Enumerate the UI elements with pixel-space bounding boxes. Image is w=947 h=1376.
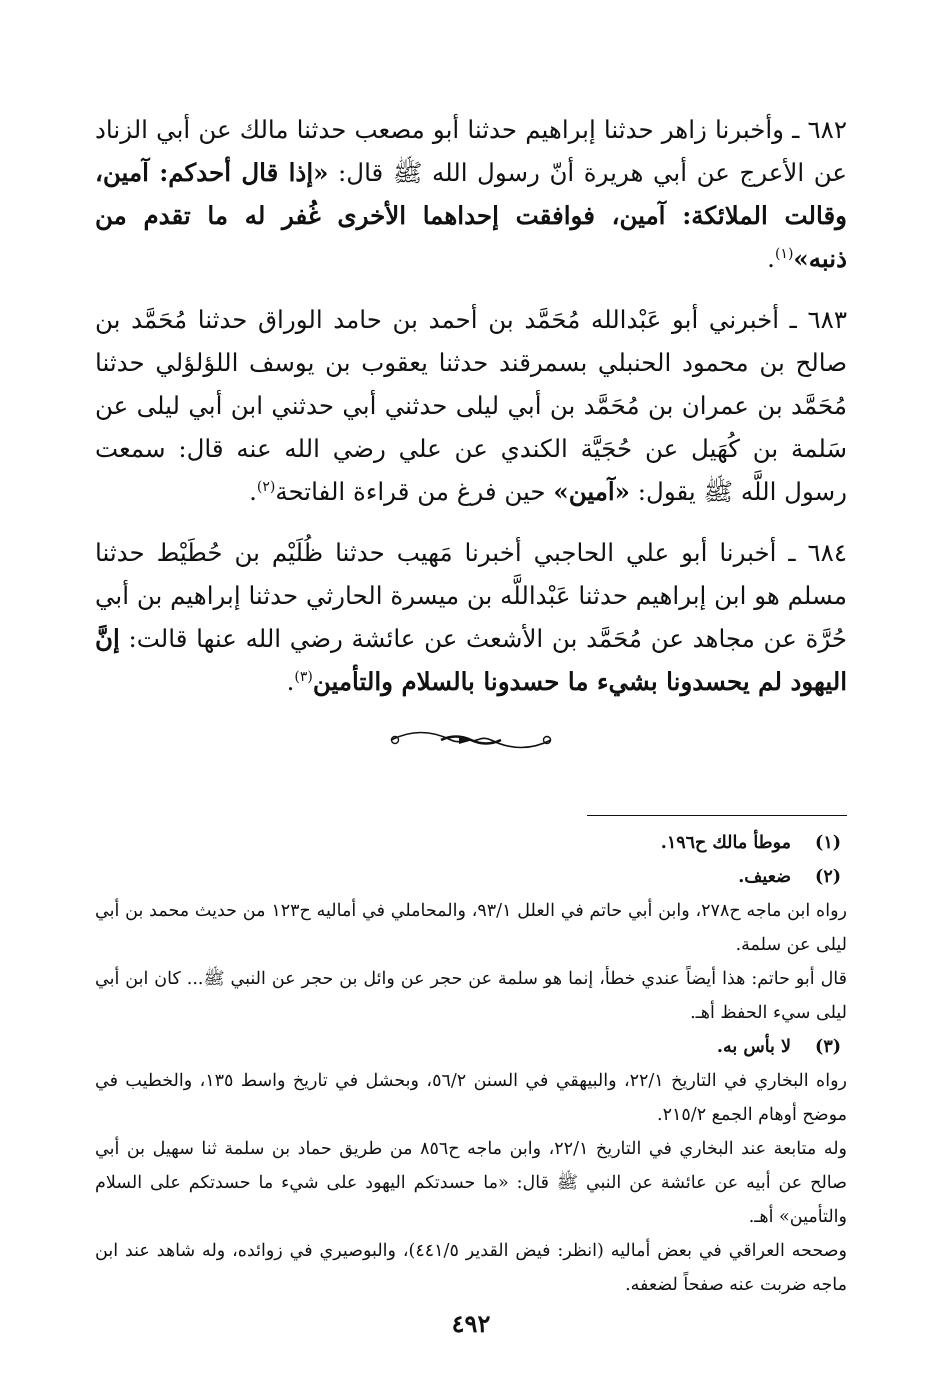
footnote-paragraph: رواه البخاري في التاريخ ٢٢/١، والبيهقي في السنن ٥٦/٢، وبحشل في تاريخ واسط ١٣٥، والخطيب في موضح أوهام الجمع ٢١٥/٢. [95,1071,847,1125]
footnote-paragraph: وصححه العراقي في بعض أماليه (انظر: فيض القدير ٤٤١/٥)، والبوصيري في زوائده، وله شاهد عند ابن ماجه ضربت عنه صفحاً لضعفه. [95,1241,847,1295]
footnote-paragraph: رواه ابن ماجه ح٢٧٨، وابن أبي حاتم في العلل ٩٣/١، والمحاملي في أماليه ح١٢٣ من حديث محمد بن أبي ليلى عن سلمة. [95,901,847,955]
footnote [95,860,847,1030]
hadith-text: حين فرغ من قراءة الفاتحة [275,477,554,506]
hadith-matn: «آمين» [553,477,630,506]
hadith-text: ـ وأخبرنا زاهر حدثنا إبراهيم حدثنا أبو مصعب حدثنا مالك عن أبي الزناد عن الأعرج عن أبي هريرة أنّ رسول الله ﷺ قال: [95,115,847,187]
footnote-grade: لا بأس به. [716,1037,791,1057]
hadith-number: ٦٨٣ [807,305,847,334]
sentence-end: . [249,477,257,506]
footnote-grade: موطأ مالك ح١٩٦. [660,833,791,853]
footnote-paragraph: قال أبو حاتم: هذا أيضاً عندي خطأ، إنما هو سلمة عن حجر عن وائل بن حجر عن النبي ﷺ... كان ابن أبي ليلى سيء الحفظ أهـ. [95,969,847,1023]
footnote-number: (١) [815,833,841,853]
footnote-head [95,826,847,860]
hadith-text: ـ أخبرني أبو عَبْدالله مُحَمَّد بن أحمد بن حامد الوراق حدثنا مُحَمَّد بن صالح بن محمود الحنبلي بسمرقند حدثنا يعقوب بن يوسف اللؤلؤلي حدثنا مُحَمَّد بن عمران بن مُحَمَّد بن أبي ليلى حدثني أبي حدثني ابن أبي ليلى عن سَلمة بن كُهَيل عن حُجَيَّة الكندي عن علي رضي الله عنه قال: سمعت رسول اللَّه ﷺ يقول: [95,305,847,506]
hadith-matn: «إذا قال أحدكم: آمين، وقالت الملائكة: آمين، فوافقت إحداهما الأخرى غُفر له ما تقدم من ذنبه» [95,158,847,273]
hadith-paragraph [95,531,847,703]
page-number: ٤٩٢ [451,1309,491,1338]
footnote-head [95,860,847,894]
hadith-list [95,108,847,703]
footnote-reference[interactable]: (١) [774,245,794,262]
footnote [95,1030,847,1302]
hadith-paragraph [95,298,847,513]
document-page [95,108,847,1338]
hadith-number: ٦٨٤ [807,538,847,567]
footnote-reference[interactable]: (٢) [256,478,276,495]
sentence-end: . [767,244,775,273]
sentence-end: . [286,667,295,696]
hadith-number: ٦٨٢ [807,115,847,144]
footnote-number: (٣) [815,1037,841,1057]
footnote-reference[interactable]: (٣) [294,668,313,685]
footnote-head [95,1030,847,1064]
footnotes [95,826,847,1302]
footnote [95,826,847,860]
footnote-paragraph: وله متابعة عند البخاري في التاريخ ٢٢/١، وابن ماجه ح٨٥٦ من طريق حماد بن سلمة ثنا سهيل بن أبي صالح عن أبيه عن عائشة عن النبي ﷺ قال: «ما حسدتكم اليهود على شيء ما حسدتكم على السلام والتأمين» أهـ. [95,1139,847,1227]
footnote-number: (٢) [815,867,841,887]
hadith-text: ـ أخبرنا أبو علي الحاجبي أخبرنا مَهيب حدثنا ظُلَيْم بن حُطَيْط حدثنا مسلم هو ابن إبراهيم حدثنا عَبْداللَّه بن ميسرة الحارثي حدثنا إبراهيم بن أبي حُرَّة عن مجاهد عن مُحَمَّد بن الأشعث عن عائشة رضي الله عنها قالت: [95,538,847,653]
hadith-matn: إنَّ اليهود لم يحسدونا بشيء ما حسدونا بالسلام والتأمين [95,624,847,696]
footnote-separator [587,815,847,816]
hadith-paragraph [95,108,847,280]
footnote-grade: ضعيف. [738,867,791,887]
ornament-divider-icon [381,725,561,755]
